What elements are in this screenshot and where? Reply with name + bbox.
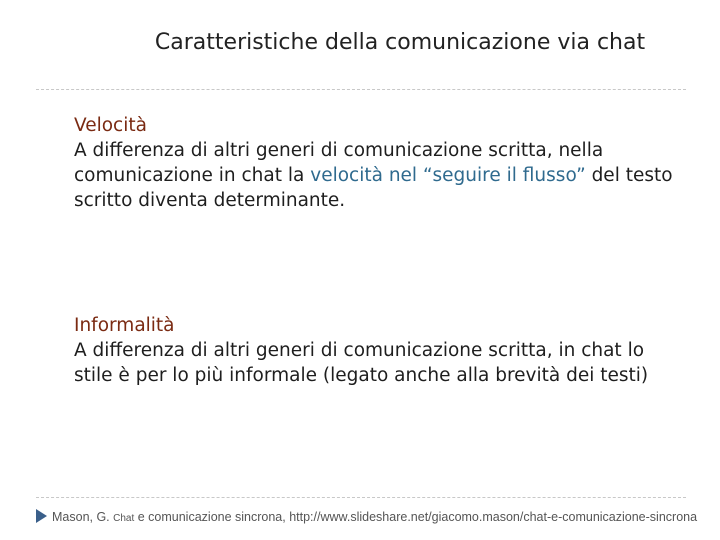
slide-title: Caratteristiche della comunicazione via chat (154, 30, 646, 55)
section-informalita (74, 313, 684, 388)
highlighted-text: velocità nel “seguire il flusso” (310, 165, 586, 186)
top-divider (36, 89, 686, 90)
bullet-arrow-icon (36, 509, 47, 523)
section-heading: Velocità (74, 115, 147, 136)
reference-rest: e comunicazione sincrona, http://www.slideshare.net/giacomo.mason/chat-e-comunicazione-sincrona (134, 510, 698, 524)
section-text-end: del testo scritto diventa determinante. (74, 165, 673, 211)
section-text: A differenza di altri generi di comunicazione scritta, in chat lo stile è per lo più informale (legato anche alla brevità dei testi) (74, 340, 649, 386)
section-velocita (74, 113, 684, 213)
bottom-divider (36, 497, 686, 498)
section-heading: Informalità (74, 315, 175, 336)
reference-text (52, 509, 720, 527)
section-text: A differenza di altri generi di comunicazione scritta, nella comunicazione in chat la (74, 140, 604, 186)
reference-author: Mason, G. (52, 510, 114, 524)
reference-chat-word: Chat (113, 513, 135, 524)
